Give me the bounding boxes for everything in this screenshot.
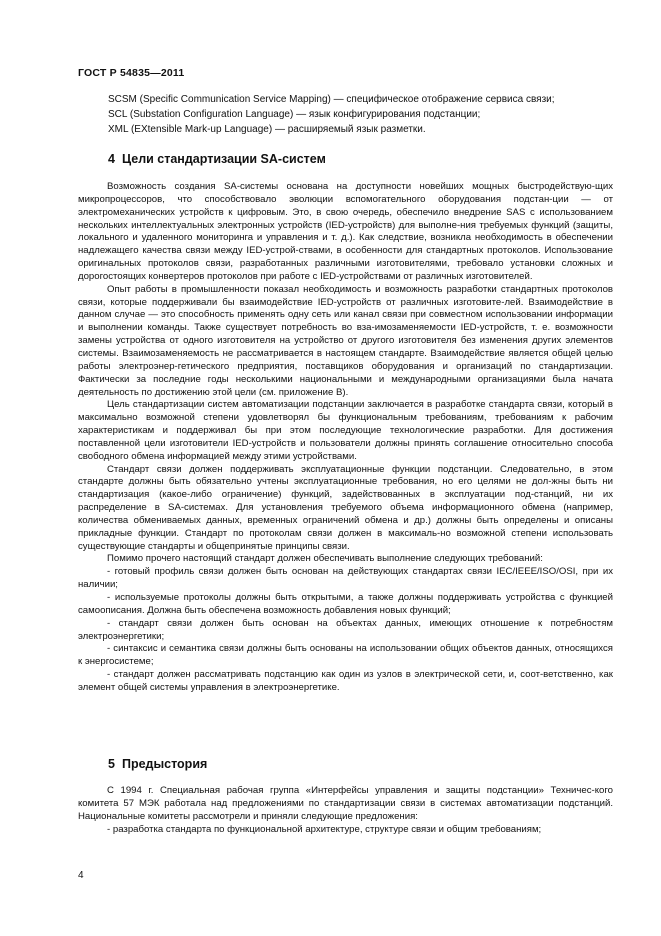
section-5-heading [108, 757, 207, 771]
paragraph: С 1994 г. Специальная рабочая группа «Интерфейсы управления и защиты подстанции» Техничес-кого комитета 57 МЭК работала над предложениями по стандартизации связи в системах автоматизации подстанций. Национальные комитеты рассмотрели и приняли следующие предложения: [78, 785, 613, 822]
requirement-item: - готовый профиль связи должен быть основан на действующих стандартах связи IEC/IEEE/ISO/OSI, при их наличии; [78, 566, 613, 591]
section-4-title: Цели стандартизации SA-систем [121, 152, 326, 166]
section-5-body [78, 785, 613, 836]
section-4-number: 4 [108, 152, 115, 166]
paragraph: Цель стандартизации систем автоматизации подстанции заключается в разработке стандарта связи, который в максимально возможной степени удовлетворял бы функциональным требованиям, требованиям к рабочим характеристикам и поддерживал бы при этом последующие технологические разработки. Для достижения поставленной цели изготовители IED-устройств и пользователи должны принять соглашение относительно способа свободного обмена информацией между этими устройствами. [78, 399, 613, 462]
abbreviation-scsm: SCSM (Specific Communication Service Mapping) — специфическое отображение сервиса связи; [108, 94, 555, 105]
requirement-item: - используемые протоколы должны быть открытыми, а также должны поддерживать устройства с функцией самоописания. Должна быть обеспечена возможность добавления новых функций; [78, 592, 613, 616]
proposal-item: - разработка стандарта по функциональной архитектуре, структуре связи и общим требованиям; [107, 823, 542, 835]
paragraph: Опыт работы в промышленности показал необходимость и возможность разработки стандартных протоколов связи, которые поддерживали бы взаимодействие IED-устройств от различных изготовите-лей. Взаимодействие в данном случае — это способность применять одну сеть или канал связи при совместном использовании информации и выполнении команды. Также существует потребность во вза-имозаменяемости IED-устройств, т. е. возможности замены устройства от одного изготовителя на устройство от другого изготовителя без изменения других элементов системы. Взаимозаменяемость не рассматривается в настоящем стандарте. Взаимодействие является общей целью работы электроэнер-гетического предприятия, поставщиков оборудования и организаций по стандартизации. Фактически за последние годы несколькими национальными и международными организациями была начата деятельность по достижению этой цели (см. приложение В). [78, 283, 613, 398]
section-5-title: Предыстория [121, 757, 208, 771]
requirement-item: - синтаксис и семантика связи должны быть основаны на использовании общих объектов данных, относящихся к энергосистеме; [78, 643, 613, 668]
paragraph: Возможность создания SA-системы основана на доступности новейших мощных быстродействую-щих микропроцессоров, что способствовало эволюции вспомогательного оборудования подстан-ции — от электромеханических устройств к цифровым. Это, в свою очередь, обеспечило внедрение SAS с использованием нескольких интеллектуальных электронных устройств (IED-устройств) для выполне-ния требуемых функций (защиты, локального и удаленного мониторинга и управления и т. д.). Как следствие, возникла необходимость в обеспечении надлежащего качества связи между IED-устрой-ствами, в особенности для стандартных протоколов. Использование оригинальных протоколов связи, разработанных различными изготовителями, требовало установки сложных и дорогостоящих конвертеров протоколов при работе с IED-устройствами от различных изготовителей. [78, 181, 613, 282]
section-5-number: 5 [108, 757, 115, 771]
section-4-heading [108, 152, 326, 166]
paragraph: Стандарт связи должен поддерживать эксплуатационные функции подстанции. Следовательно, в этом стандарте должны быть обязательно учтены эксплуатационные требования, но его целями не дол-жны быть ни стандартизация (какое-либо ограничение) функций, задействованных в эксплуатации под-станций, ни их распределение в SA-системах. Для установления требуемого объема информационного обмена (например, количества обмениваемых данных, временных ограничений обмена и др.) должны быть определены и описаны прикладные функции. Стандарт по протоколам связи должен в максималь-но возможной степени использовать существующие стандарты и общепринятые принципы связи. [78, 463, 613, 552]
requirements-intro: Помимо прочего настоящий стандарт должен обеспечивать выполнение следующих требований: [107, 553, 543, 565]
requirement-item: - стандарт связи должен быть основан на объектах данных, имеющих отношение к потребностям электроэнергетики; [78, 617, 613, 642]
requirement-item: - стандарт должен рассматривать подстанцию как один из узлов в электрической сети, и, соот-ветственно, как элемент общей системы управления в электроэнергетике. [78, 669, 613, 693]
standard-header: ГОСТ Р 54835—2011 [78, 67, 185, 79]
page-number: 4 [78, 870, 84, 881]
abbreviation-scl: SCL (Substation Configuration Language) — язык конфигурирования подстанции; [108, 109, 481, 120]
abbreviation-xml: XML (EXtensible Mark-up Language) — расширяемый язык разметки. [108, 124, 426, 135]
section-4-body [78, 181, 613, 695]
